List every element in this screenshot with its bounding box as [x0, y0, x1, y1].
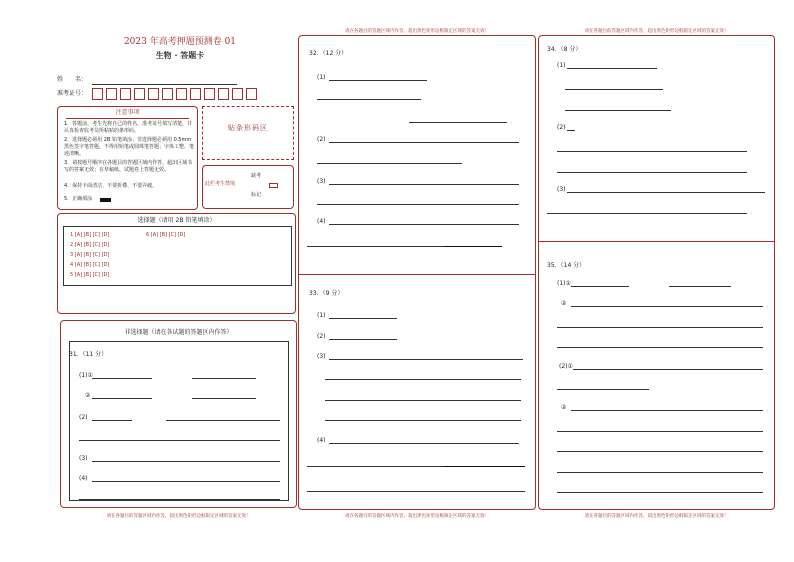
q33-part2: (2): [317, 333, 326, 340]
answer-line[interactable]: [329, 184, 519, 185]
answer-line[interactable]: [565, 110, 671, 111]
answer-line[interactable]: [92, 420, 132, 421]
q31-label: 31．（11 分）: [69, 351, 108, 358]
answer-line[interactable]: [557, 389, 649, 390]
exam-id-label: 准考证号：: [57, 90, 88, 97]
q35-label: 35．（14 分）: [547, 262, 586, 269]
barcode-area: [202, 106, 294, 160]
q34-part3: (3): [557, 186, 566, 193]
notice-item-4: 4．保持卡面清洁，不要折叠、不要弄破。: [64, 183, 158, 189]
q35-part2-2: ②: [561, 404, 567, 411]
absent-note: 此栏考生禁填: [205, 181, 236, 187]
notice-title: 注意事项: [115, 109, 140, 116]
nonchoice-title: 非选择题（请在各试题的答题区内作答）: [124, 329, 233, 336]
choice-row-6[interactable]: 6 [A] [B] [C] [D]: [146, 232, 186, 238]
answer-line[interactable]: [567, 68, 657, 69]
answer-line[interactable]: [565, 89, 663, 90]
q33-part4: (4): [317, 437, 326, 444]
q34-label: 34．（8 分）: [547, 46, 582, 53]
name-field[interactable]: [92, 84, 237, 85]
q31-part1-2: ②: [85, 392, 91, 399]
q32-part2: (2): [317, 136, 326, 143]
warning-footer-middle: 请在各题目的答题区域内作答，超出黑色矩形边框限定区域的答案无效！: [345, 514, 489, 519]
question-divider: [539, 241, 774, 242]
absent-box: [202, 165, 294, 209]
nonchoice-section: [60, 320, 297, 508]
notice-example-label: 5．正确填涂: [64, 196, 93, 202]
answer-line[interactable]: [317, 204, 519, 205]
answer-line[interactable]: [557, 492, 763, 493]
answer-line[interactable]: [325, 400, 521, 401]
answer-line[interactable]: [567, 192, 765, 193]
q35-part2-1: (2)①: [559, 363, 573, 370]
q34-part2: (2): [557, 124, 566, 131]
absent-top-label: 缺考: [251, 173, 262, 179]
answer-line[interactable]: [192, 378, 256, 379]
filled-mark-example: [100, 198, 111, 202]
q31-part1-1: (1)①: [79, 372, 93, 379]
answer-line[interactable]: [329, 224, 519, 225]
warning-footer-left: 请在各题目的答题区域内作答，超出黑色矩形边框限定区域的答案无效！: [106, 514, 251, 519]
q31-part4: (4): [79, 475, 88, 482]
answer-line[interactable]: [567, 130, 575, 131]
notice-item-1: 1．答题前，考生先将自己的姓名，准考证号填写清楚，并认真检查监考员所粘贴的条形码。: [64, 121, 193, 134]
answer-line[interactable]: [307, 491, 525, 492]
answer-line[interactable]: [192, 398, 256, 399]
answer-line[interactable]: [557, 431, 763, 432]
answer-line[interactable]: [571, 286, 629, 287]
notice-box: [57, 106, 198, 210]
q32-part3: (3): [317, 178, 326, 185]
q34-part1: (1): [557, 62, 566, 69]
choice-row-3[interactable]: 3 [A] [B] [C] [D]: [70, 252, 110, 258]
question-divider: [299, 274, 535, 275]
answer-line[interactable]: [92, 398, 152, 399]
q35-part1-1: (1)①: [557, 280, 571, 287]
notice-item-2: 2．选择题必须用 2B 铅笔填涂；非选择题必须用 0.5mm 黑色签字笔答题，不得用铅笔或圆珠笔答题；字体工整、笔迹清晰。: [64, 137, 195, 157]
name-label: 姓 名：: [57, 76, 88, 83]
answer-line[interactable]: [92, 378, 152, 379]
choice-section: [57, 213, 296, 314]
notice-item-3: 3．请按题号顺序在各题目的答题区域内作答，超出区域书写的答案无效；在草稿纸、试题卷上答题无效。: [64, 160, 193, 173]
answer-line[interactable]: [557, 347, 763, 348]
choice-row-4[interactable]: 4 [A] [B] [C] [D]: [70, 262, 110, 268]
choice-row-5[interactable]: 5 [A] [B] [C] [D]: [70, 272, 110, 278]
answer-line[interactable]: [573, 369, 763, 370]
q35-part1-2: ②: [561, 300, 567, 307]
barcode-label: 贴条形码区: [228, 124, 268, 132]
q31-part2: (2): [79, 414, 88, 421]
answer-line[interactable]: [571, 306, 763, 307]
q33-part1: (1): [317, 312, 326, 319]
answer-line[interactable]: [92, 461, 280, 462]
page-subtitle: 生物 · 答题卡: [155, 51, 205, 60]
middle-answer-area: [298, 35, 536, 510]
q32-label: 32．（12 分）: [309, 50, 348, 57]
answer-line[interactable]: [166, 420, 280, 421]
answer-line[interactable]: [325, 420, 521, 421]
answer-line[interactable]: [325, 379, 521, 380]
answer-line[interactable]: [317, 163, 462, 164]
q32-part1: (1): [317, 74, 326, 81]
warning-footer-right: 请在各题目的答题区域内作答，超出黑色矩形边框限定区域的答案无效！: [584, 514, 729, 519]
answer-line[interactable]: [409, 122, 507, 123]
choice-row-1[interactable]: 1 [A] [B] [C] [D]: [70, 232, 110, 238]
answer-line[interactable]: [329, 80, 427, 81]
right-answer-area: [538, 35, 775, 510]
answer-line[interactable]: [79, 499, 280, 500]
answer-line[interactable]: [329, 318, 397, 319]
answer-line[interactable]: [329, 359, 523, 360]
absent-bottom-label: 标记: [251, 192, 262, 198]
choice-row-2[interactable]: 2 [A] [B] [C] [D]: [70, 242, 110, 248]
answer-line[interactable]: [79, 440, 280, 441]
q33-label: 33．（9 分）: [309, 290, 344, 297]
answer-line[interactable]: [329, 339, 397, 340]
warning-header-right: 请在各题目的答题区域内作答，超出黑色矩形边框限定区域的答案无效！: [584, 29, 729, 34]
answer-line[interactable]: [669, 286, 731, 287]
absent-mark-box[interactable]: [269, 183, 278, 188]
answer-line[interactable]: [317, 99, 421, 100]
answer-line[interactable]: [329, 443, 519, 444]
answer-line[interactable]: [557, 172, 747, 173]
answer-line[interactable]: [329, 142, 519, 143]
page-title: 2023 年高考押题预测卷 01: [123, 37, 237, 47]
answer-line[interactable]: [557, 451, 763, 452]
answer-line[interactable]: [557, 472, 763, 473]
q32-part4: (4): [317, 218, 326, 225]
q31-part3: (3): [79, 455, 88, 462]
answer-line[interactable]: [557, 151, 747, 152]
answer-line[interactable]: [557, 327, 763, 328]
answer-line[interactable]: [547, 213, 747, 214]
warning-header-middle: 请在各题目的答题区域内作答，超出黑色矩形边框限定区域的答案无效！: [345, 29, 489, 34]
q33-part3: (3): [317, 353, 326, 360]
answer-line[interactable]: [571, 410, 763, 411]
answer-line[interactable]: [92, 481, 280, 482]
choice-title: 选择题（请用 2B 铅笔填涂）: [137, 217, 216, 224]
